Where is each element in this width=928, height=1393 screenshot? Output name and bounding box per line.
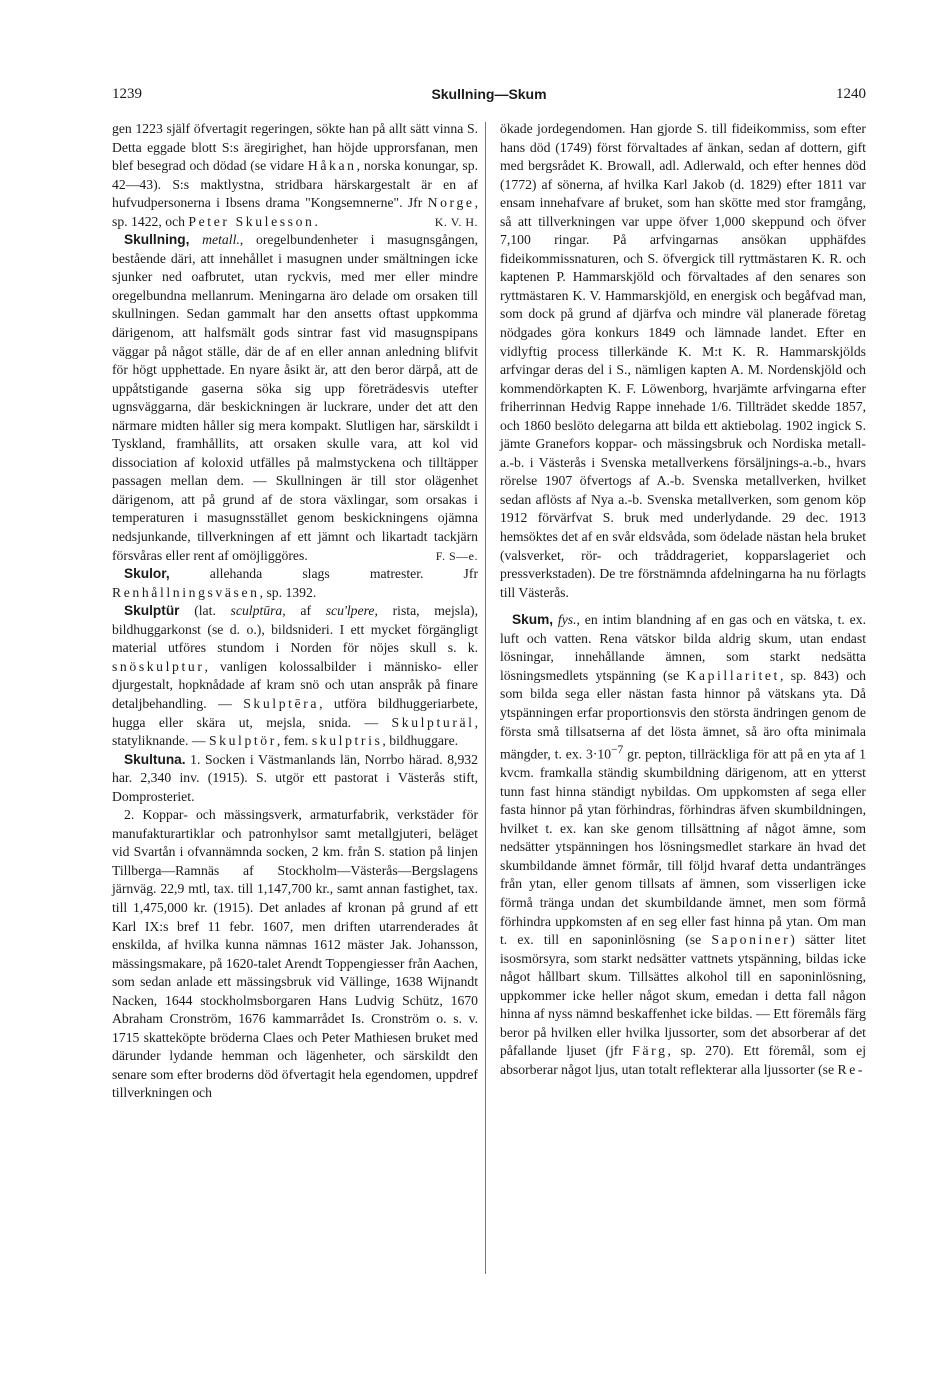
entry-skultuna	[112, 751, 478, 807]
column-divider	[485, 122, 486, 1274]
entry-skulor	[112, 565, 478, 602]
text: , af	[282, 603, 326, 619]
etymology: sculptūra	[230, 603, 283, 619]
text: , sp. 843) och som bilda sega eller nästan fasta hinnor på vätskans yta. Då ytspänningen erfar proportionsvis den största ändringen genom de första små tillsatserna af det lösta ämnet, så äro ofta minimala mängder, t. ex. 3·10	[500, 667, 866, 762]
cross-reference: Håkan	[307, 158, 357, 174]
subject-label: metall.	[202, 232, 240, 248]
page-number-right: 1240	[836, 86, 866, 102]
page-number-left: 1239	[112, 86, 142, 102]
text: .	[314, 213, 318, 229]
text: , sp. 1422, och	[112, 195, 478, 229]
text: , utföra bildhuggeriarbete, hugga eller skära ut, mejsla, snida. —	[112, 695, 478, 730]
exponent: −7	[611, 744, 624, 757]
text: , bildhuggare.	[382, 733, 459, 749]
entry-skultuna-continuation	[500, 120, 866, 602]
text: , rista, mejsla), bildhuggarkonst (se d. o.), bildsnideri. I ett mycket förgängligt material utföres stundom i Norden för nöjes skull s. k.	[112, 603, 478, 656]
headword: Skultuna.	[124, 751, 186, 767]
text: gr. pepton, tillräckliga för att på en yta af 1 kvcm. framkalla ständig skumbildning därigenom, att en ytterst tunn fast hinna ständigt nybildas. Om uppkomsten af sega eller fasta hinnor på ytan förhindras, förhindras äfven skumbildningen, hvilket t. ex. kan ske genom tillsättning af något ämne, som nedsätter ytspänningen hos lösningsmedlet starkare än hvad det skumbildande ämnet förmår, till följd hvaraf detta undantränges från ytan, eller genom tillsats af ämnen, som visserligen icke förmå tränga undan det skumbildande ämnet, men som förmå förhindra uppkomsten af en seg eller fast hinna på ytan. Om man t. ex. till en saponinlösning (se	[500, 746, 866, 948]
text: , oregelbundenheter i masugnsgången, bestående däri, att innehållet i masugnen under smältningen icke sjunker ned oafbrutet, utan ryckvis, med mer eller mindre oregelbundna mellanrum. Meningarna äro delade om orsaken till skullningen. Sedan gammalt har den ansetts oftast uppkomma därigenom, att halfsmält gods sintrar fast vid masugnspipans väggar på något ställe, där de af en eller annan anledning blifvit för högt upphettade. En nyare åsikt är, att den beror därpå, att de uppåtstigande gaserna söka sig upp företrädesvis utefter ugnsväggarna, där beskickningen är luckrare, under det att den närmare midten håller sig mera kompakt. Slutligen har, särskildt i Tyskland, framhållits, att orsaken skulle vara, att kol vid dissociation af koloxid utfälles på malmstyckena och tilltäpper passagen mellan dem. — Skullningen är till stor olägenhet därigenom, att på grund af de stora växlingar, som orsakas i temperaturen i masugnsstället genom beskickningens ojämna nedsjunkande, tillverkningen af ett jämnt och likartadt tackjärn försvåras eller rent af omöjliggöres.	[112, 232, 478, 563]
spaced-term: Skulptēra	[243, 695, 320, 711]
entry-skultuna-2	[112, 806, 478, 1103]
left-column	[112, 120, 478, 1103]
text: gen 1223 själf öfvertagit regeringen, sökte han på allt sätt vinna S. Detta eggade blott S:s äregirighet, han höjde upprorsfanan, men blef besegrad och dödad (se vidare	[112, 121, 478, 174]
entry-skule-continuation	[112, 120, 478, 231]
text: , vanligen kolossalbilder i människo- eller djurgestalt, hopknådade af kram snö och utan anspråk på finare detaljbehandling. —	[112, 658, 478, 711]
spaced-term: Skulptör	[208, 733, 277, 749]
author-signature: F. S—e.	[435, 548, 478, 563]
page-header	[112, 86, 866, 108]
cross-reference: Saponiner	[711, 932, 791, 948]
cross-reference: Peter Skulesson	[188, 213, 315, 229]
text: 2. Koppar- och mässingsverk, armaturfabrik, verkstäder för manufakturartiklar och patronhylsor samt metallgjuteri, beläget vid Svartån i ofvannämnda socken, 2 km. från S. station på linjen Tillberga—Ramnäs af Stockholm—Västerås—Bergslagens järnväg. 22,9 mtl, tax. till 1,147,700 kr., samt annan fastighet, tax. till 1,475,000 kr. (1915). Det anlades af kronan på grund af ett Karl IX:s bref 11 febr. 1607, men driften utarrenderades åt enskilda, af hvilka kunna nämnas 1612 mäster Jak. Johansson, mässingsmakare, på 1620-talet Arendt Toppengiesser från Aachen, som sedan anlade ett mässingsbruk vid Vällinge, 1638 Wijnandt Nacken, 1644 stockholmsborgaren Hans Ludvig Schütz, 1670 Abraham Cronström, 1676 kammarrådet Is. Cronström o. s. v. 1715 skatteköpte bröderna Claes och Peter Mathiesen bruket med därunder lydande hemman och lägenheter, och särskildt den senare som efter broderns död öfvertagit hela egendomen, uppdref tillverkningen och	[112, 807, 478, 1101]
entry-skullning	[112, 231, 478, 565]
text: (lat.	[179, 603, 231, 619]
text: ökade jordegendomen. Han gjorde S. till fideikommiss, som efter hans död (1749) först förvaltades af änkan, sedan af dottern, gift med bergsrådet K. Browall, adl. Adlerwald, och efter hennes död (1772) af sönerna, af hvilka Karl Jakob (d. 1829) efter 1811 var ensam innehafvare af bruket, som han skötte med stor framgång, så att tillverkningen var uppe öfver 1,000 skeppund och öfver 7,100 ringar. På arfvingarnas ansökan upphäfdes fideikommissnaturen, och S. öfvergick till ryttmästaren K. R. och kaptenen P. Hammarskjöld och förvaltades af den senares son ryttmästaren K. V. Hammarskjöld, en energisk och begåfvad man, som dock på grund af djärfva och mindre väl planerade företag nödgades göra konkurs 1849 och lämnade landet. Efter en vidlyftig process tillerkände K. M:t K. R. Hammarskjölds arfvingar deras del i S., nämligen kapten A. M. Nordenskjöld och kommendörkapten K. F. Löwenborg, hvarjämte arfvingarna efter friherrinnan Hedvig Rappe innehade 1/6. Tillträdet skedde 1857, och 1860 beslöto delegarna att bilda ett aktiebolag. 1902 ingick S. jämte Granefors koppar- och mässingsbruk och Nordiska metall-a.-b. i Västerås i Svenska metallverkens försäljnings-a.-b., hvars rörelse 1907 öfvertogs af A.-b. Svenska metallverken, hvilket sedan aflösts af Nya a.-b. Svenska metallverken, som genom köp 1912 förvärfvat S. bruk med underlydande. 29 dec. 1913 hemsöktes det af en svår eldsvåda, som ödelade nästan hela bruket (valsverket, rör- och tråddrageriet, kopparslageriet och pressverkstaden). De tre förstnämnda afdelningarna ha nu förlagts till Västerås.	[500, 121, 866, 600]
cross-reference: Färg	[632, 1043, 668, 1059]
spaced-term: Skulpturäl	[391, 714, 475, 730]
cross-reference: Kapillaritet	[686, 667, 780, 683]
spaced-term: snöskulptur	[112, 658, 205, 674]
text: , fem.	[276, 733, 312, 749]
headword: Skum,	[512, 612, 554, 628]
text: , sp. 1392.	[259, 584, 317, 600]
cross-reference: Norge	[427, 195, 475, 211]
text: allehanda slags matrester. Jfr	[169, 566, 478, 582]
text: 1. Socken i Västmanlands län, Norrbo härad. 8,932 har. 2,340 inv. (1915). S. utgör ett pastorat i Västerås stift, Domprosteriet.	[112, 751, 478, 804]
text: , norska konungar, sp. 42—43). S:s maktlystna, stridbara härskargestalt är en af hufvudpersonerna i Ibsens drama "Kongsemnerne". Jfr	[112, 158, 478, 211]
entry-skum	[500, 611, 866, 1079]
text: ) sätter litet isosmörsyra, som starkt nedsätter vattnets ytspänning, bildas icke något hållbart skum. Tillsättes alkohol till en saponinlösning, uppkommer icke heller något skum, emedan i detta fall någon hinna af nyss nämnd beskaffenhet icke bildas. — Ett föremåls färg beror på hvilken eller hvilka ljussorter, som det absorberar af det påfallande ljuset (jfr	[500, 932, 866, 1059]
etymology: scu'lpere	[325, 603, 375, 619]
text: , statyliknande. —	[112, 714, 478, 749]
headword: Skullning,	[124, 232, 190, 248]
headword: Skulptür	[124, 603, 180, 619]
entry-skulptur	[112, 602, 478, 750]
running-head: Skullning—Skum	[431, 86, 547, 102]
cross-reference: Re-	[837, 1061, 866, 1077]
text: , en intim blandning af en gas och en vätska, t. ex. luft och vatten. Rena vätskor bilda aldrig skum, utan endast lösningar, innehållande ämnen, som starkt nedsätta lösningsmedlets ytspänning (se	[500, 612, 867, 683]
subject-label: fys.	[557, 612, 577, 628]
spaced-term: skulptris	[311, 733, 383, 749]
cross-reference: Renhållningsväsen	[112, 584, 260, 600]
headword: Skulor,	[124, 566, 170, 582]
text: , sp. 270). Ett föremål, som ej absorberar något ljus, utan totalt reflekterar alla ljussorter (se	[500, 1043, 866, 1077]
author-signature: K. V. H.	[434, 214, 478, 229]
right-column	[500, 120, 866, 1079]
